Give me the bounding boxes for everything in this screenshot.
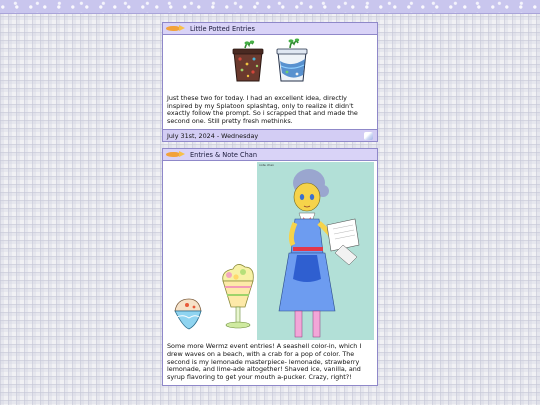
entry-artwork bbox=[163, 161, 377, 341]
entry-images bbox=[163, 35, 377, 93]
lemonade-image bbox=[223, 265, 254, 329]
potted-plants-image bbox=[163, 35, 377, 93]
entry-title: Little Potted Entries bbox=[190, 24, 255, 33]
entry-header bbox=[163, 23, 377, 35]
goldfish-icon bbox=[166, 25, 186, 32]
note-chan-image bbox=[257, 162, 374, 340]
goldfish-icon bbox=[166, 151, 186, 158]
blog-entry bbox=[162, 148, 378, 386]
blue-pot-image bbox=[277, 39, 307, 82]
blog-entry bbox=[162, 22, 378, 142]
entry-date: July 31st, 2024 - Wednesday bbox=[167, 131, 259, 140]
seashell-image bbox=[175, 299, 201, 329]
entry-header bbox=[163, 149, 377, 161]
entry-body: Some more Wermz event entries! A seashell color-in, which I drew waves on a beach, with a crab for a pop of color. The second is my lemonade masterpiece- lemonade, strawberry lemonade, and lime-ade altogether! Shaved ice, vanilla, and syrup flavoring to get your mouth a-pucker. Crazy, right?! bbox=[167, 342, 362, 381]
sparkle-icon bbox=[364, 132, 373, 140]
brown-pot-image bbox=[233, 41, 263, 82]
blog-column bbox=[162, 22, 378, 392]
art-caption: note chan bbox=[259, 163, 275, 168]
entry-images bbox=[163, 161, 377, 341]
top-banner bbox=[0, 0, 540, 14]
entry-title: Entries & Note Chan bbox=[190, 150, 258, 159]
entry-body: Just these two for today. I had an excellent idea, directly inspired by my Splatoon splashtag, only to realize it didn't exactly follow the prompt. So i scrapped that and made the second one. Still pretty fresh methinks. bbox=[167, 94, 358, 125]
entry-footer bbox=[163, 129, 377, 141]
